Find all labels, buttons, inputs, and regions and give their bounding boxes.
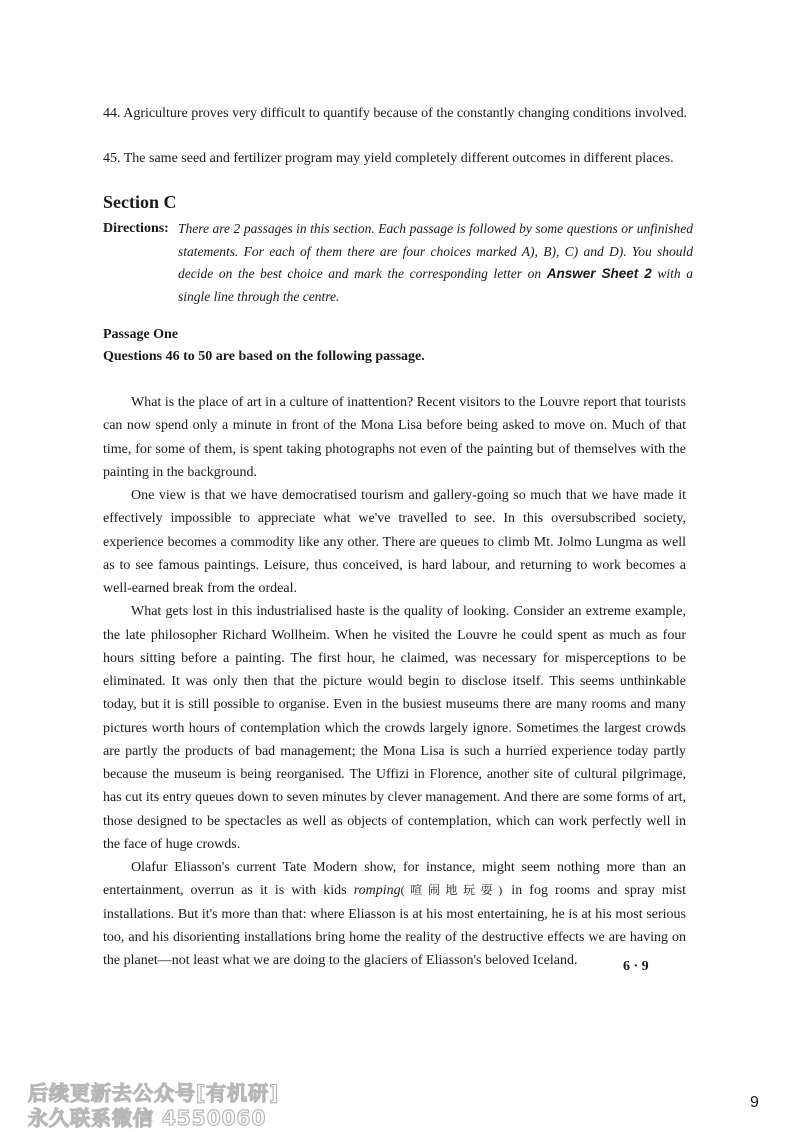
romping-term: romping <box>353 883 401 899</box>
passage-instruction: Questions 46 to 50 are based on the following passage. <box>103 349 425 364</box>
chinese-gloss: (喧闹地玩耍) <box>400 883 505 898</box>
directions-block <box>103 218 693 308</box>
answer-sheet-label: Answer Sheet 2 <box>546 266 652 281</box>
paragraph-3: What gets lost in this industrialised haste is the quality of looking. Consider an extreme example, the late philosopher Richard Wollheim. When he visited the Louvre he could spent as much as four hours sitting before a painting. The first hour, he claimed, was necessary for misperceptions to be eliminated. It was only then that the picture would begin to disclose itself. This seems unthinkable today, but it is still possible to organise. Even in the busiest museums there are many rooms and many pictures worth hours of contemplation which the crowds largely ignore. Sometimes the largest crowds are partly the products of bad management; the Mona Lisa is such a hurried experience today partly because the museum is being reorganised. The Uffizi in Florence, another site of cultural pilgrimage, has cut its entry queues down to seven minutes by clever management. And there are some forms of art, those designed to be spectacles as well as objects of contemplation, which can work perfectly well in the face of huge crowds. <box>103 604 686 852</box>
directions-label: Directions: <box>103 221 169 236</box>
paragraph-1: What is the place of art in a culture of inattention? Recent visitors to the Louvre report that tourists can now spend only a minute in front of the Mona Lisa before being asked to move on. Much of that time, for some of them, is spent taking photographs not even of the painting but of themselves with the painting in the background. <box>103 395 686 480</box>
directions-text <box>178 218 693 308</box>
watermark-line-1: 后续更新去公众号[有机研] <box>28 1081 280 1105</box>
directions-text-part2: with a single line through the centre. <box>178 266 693 304</box>
paragraph-4 <box>103 856 686 972</box>
watermark-line-2: 永久联系微信 4550060 <box>28 1106 267 1130</box>
paragraph-4-part1: Olafur Eliasson's current Tate Modern show, for instance, might seem nothing more than an entertainment, overrun as it is with kids <box>103 860 686 899</box>
passage-body <box>103 391 686 972</box>
passage-label: Passage One <box>103 327 179 342</box>
paragraph-2: One view is that we have democratised tourism and gallery-going so much that we have made it effectively impossible to appreciate what we've travelled to see. In this oversubscribed society, experience becomes a commodity like any other. There are queues to climb Mt. Jolmo Lungma as well as to see famous paintings. Leisure, thus conceived, is hard labour, and returning to work becomes a well-earned break from the ordeal. <box>103 488 686 596</box>
directions-text-part1: There are 2 passages in this section. Each passage is followed by some questions or unfinished statements. For each of them there are four choices marked A), B), C) and D). You should decide on the best choice and mark the corresponding letter on <box>178 221 693 281</box>
page-number: 9 <box>750 1094 759 1111</box>
paragraph-4-part2: in fog rooms and spray mist installations. But it's more than that: where Eliasson is at his most entertaining, he is at his most serious too, and his disorienting installations bring home the reality of the destructive effects we are having on the planet—not least what we are doing to the glaciers of Eliasson's beloved Iceland. <box>103 883 686 968</box>
page-mark: 6 · 9 <box>623 959 649 974</box>
section-title: Section C <box>103 192 177 212</box>
question-44: 44. Agriculture proves very difficult to quantify because of the constantly changing conditions involved. <box>103 106 688 121</box>
question-45: 45. The same seed and fertilizer program may yield completely different outcomes in different places. <box>103 151 674 166</box>
